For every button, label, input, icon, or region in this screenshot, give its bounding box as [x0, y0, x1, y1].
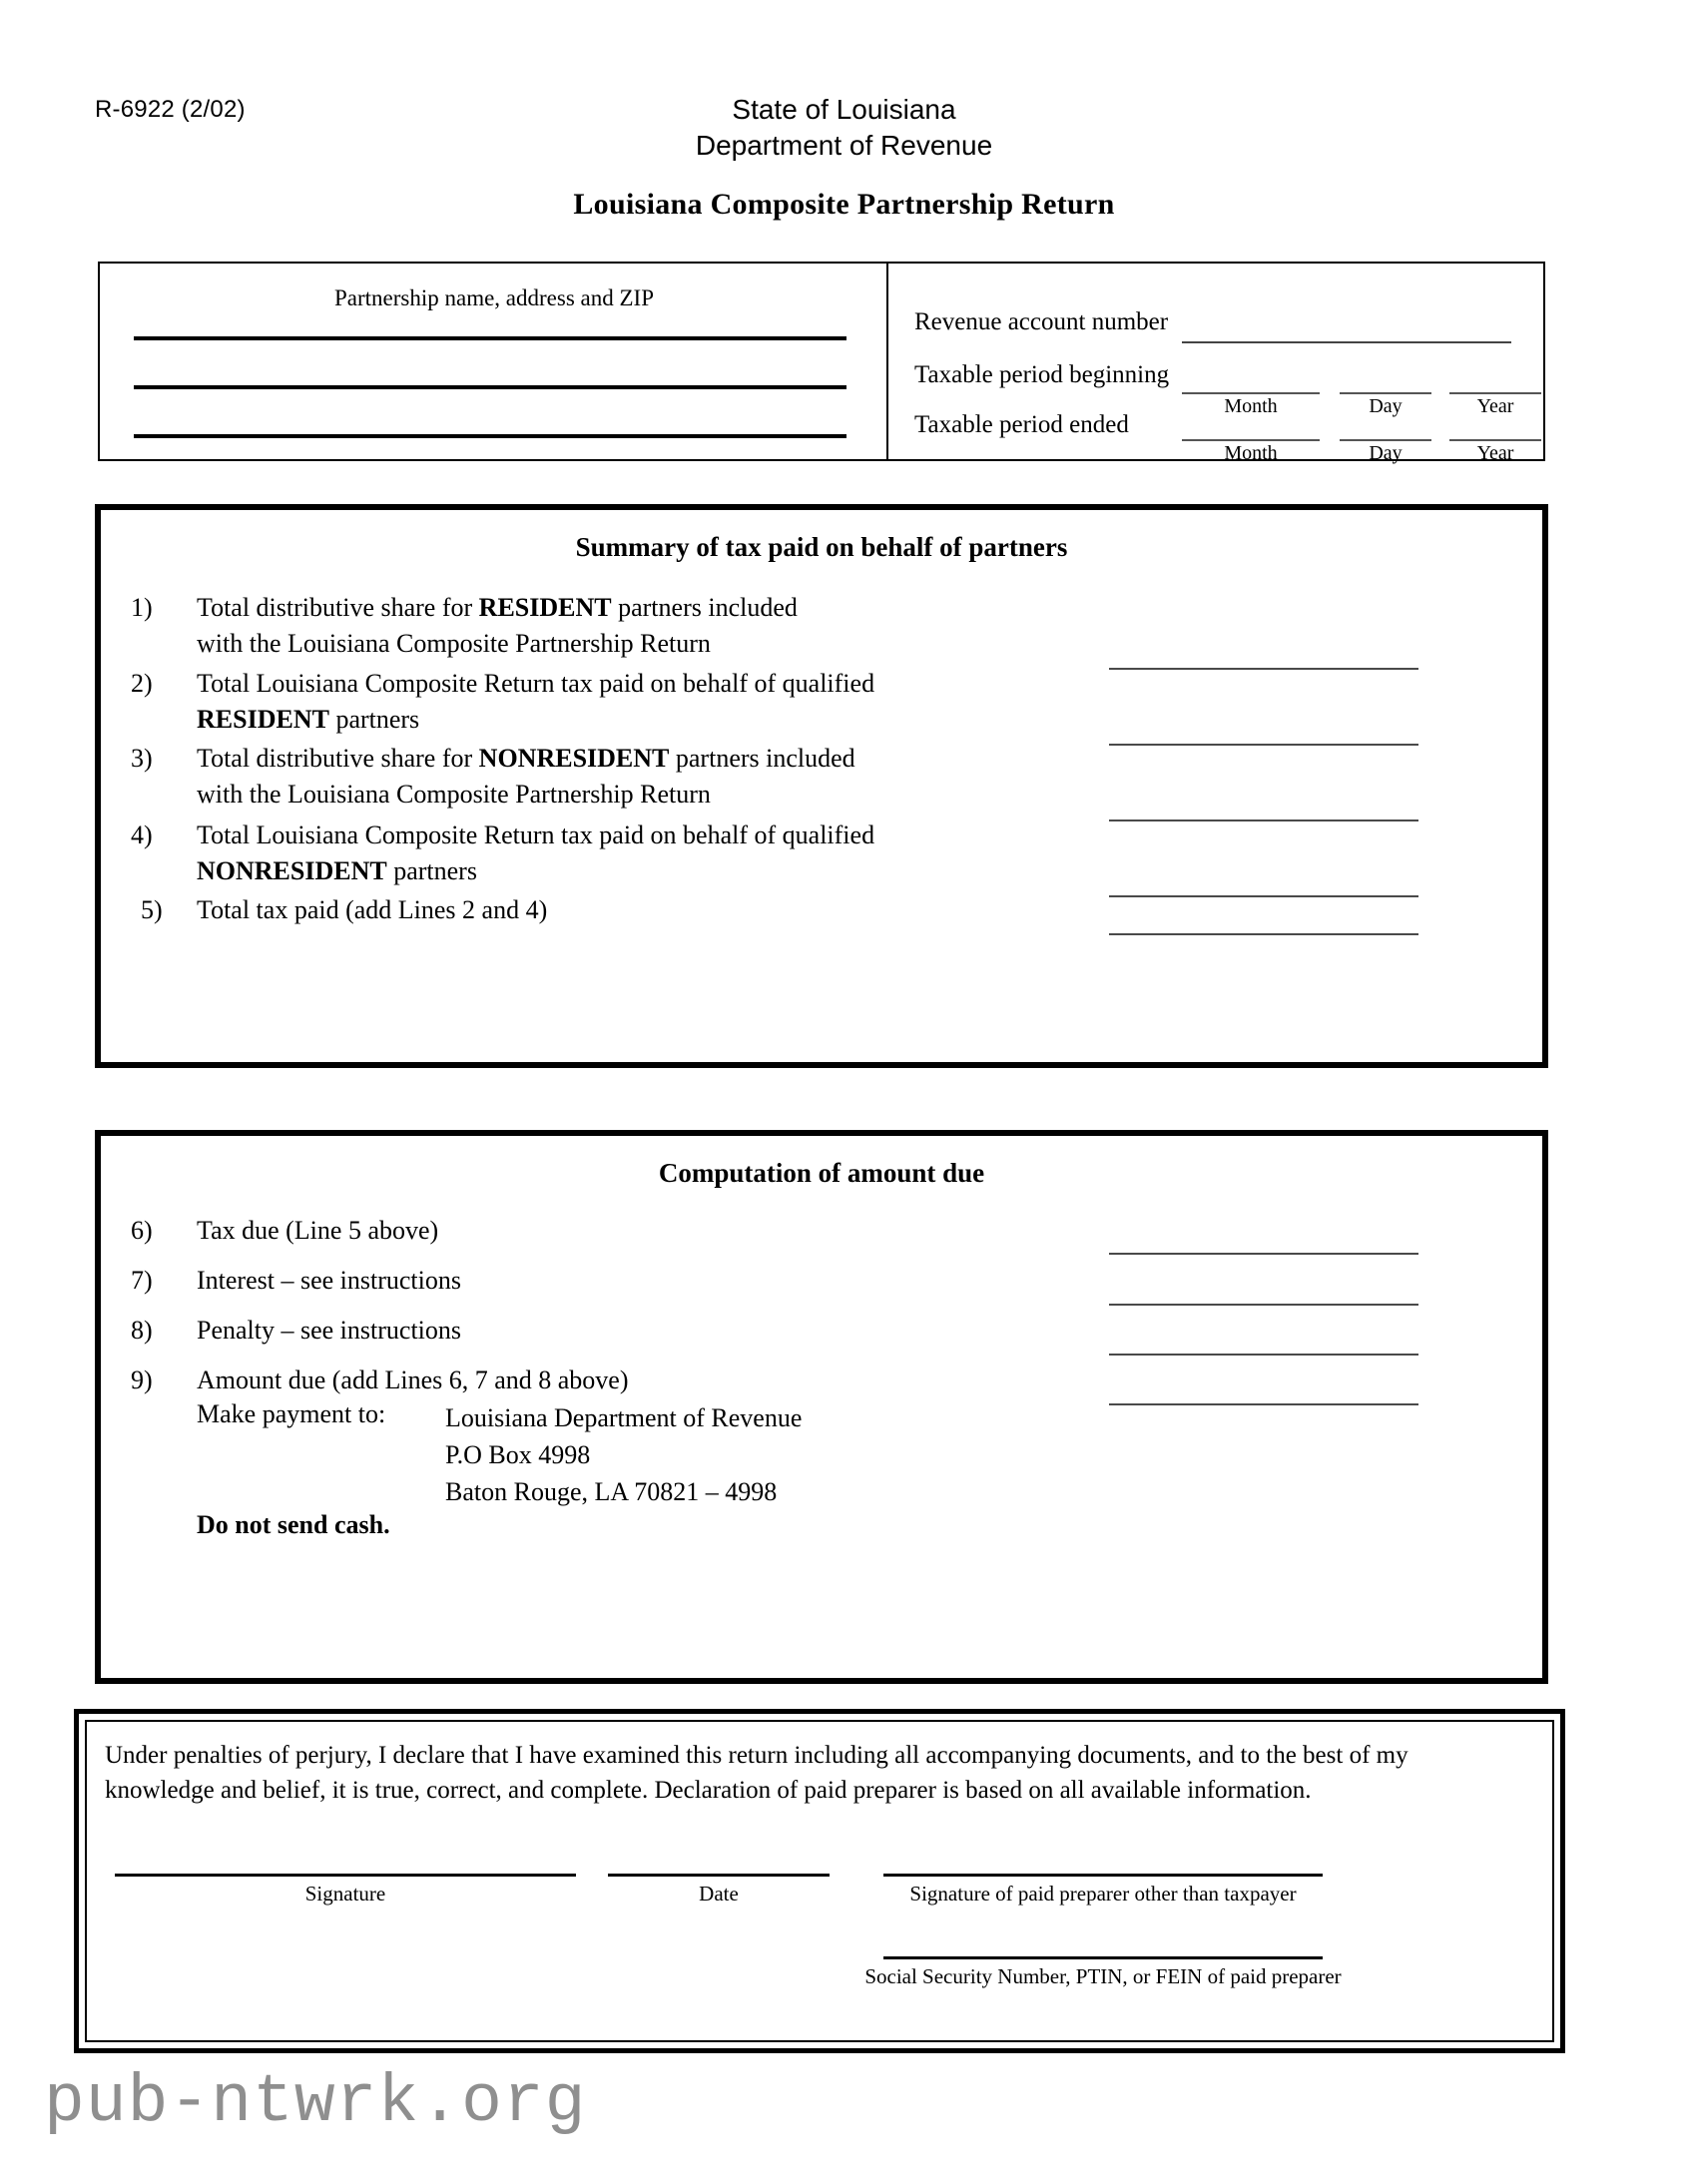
computation-line-7-text: Interest – see instructions: [197, 1266, 461, 1295]
taxpayer-signature-input[interactable]: [115, 1874, 576, 1877]
signature-date-caption: Date: [699, 1882, 739, 1906]
summary-of-tax-paid-panel: [95, 504, 1548, 1068]
computation-line-9-number: 9): [131, 1365, 153, 1394]
agency-line-2: Department of Revenue: [695, 130, 993, 161]
declaration-box: [74, 1709, 1565, 2053]
summary-line-4-text-2: [197, 853, 874, 889]
computation-line-8-text: Penalty – see instructions: [197, 1316, 462, 1345]
computation-panel-title: Computation of amount due: [658, 1158, 985, 1188]
summary-line-3-amount-input[interactable]: [1109, 819, 1418, 821]
payment-address-line-3: Baton Rouge, LA 70821 – 4998: [445, 1477, 778, 1506]
revenue-account-number-input[interactable]: [1182, 341, 1511, 343]
period-ended-year-input[interactable]: [1449, 439, 1541, 441]
computation-line-6-amount-input[interactable]: [1109, 1253, 1418, 1255]
summary-line-2-amount-input[interactable]: [1109, 744, 1418, 746]
summary-line-4-amount-input[interactable]: [1109, 895, 1418, 897]
partnership-address-line[interactable]: [134, 385, 846, 389]
summary-line-1-number: 1): [131, 593, 153, 622]
period-ended-month-caption: Month: [1224, 442, 1278, 464]
payment-address-line-2: P.O Box 4998: [445, 1440, 591, 1469]
summary-line-2-emphasis: RESIDENT: [197, 705, 329, 734]
summary-line-3-text-after: partners included: [669, 744, 855, 773]
summary-line-3-number: 3): [131, 744, 153, 773]
summary-line-4: [131, 818, 874, 889]
summary-line-2-text: Total Louisiana Composite Return tax paid on behalf of qualified: [197, 669, 875, 698]
period-ended-month-input[interactable]: [1182, 439, 1320, 441]
partnership-name-caption: Partnership name, address and ZIP: [333, 285, 654, 310]
period-beginning-day-caption: Day: [1369, 395, 1403, 417]
summary-line-4-text-after: partners: [386, 856, 477, 885]
summary-line-3-emphasis: NONRESIDENT: [478, 744, 670, 773]
identification-box: [98, 262, 1545, 464]
agency-heading: [0, 92, 1688, 164]
agency-line-1: State of Louisiana: [732, 94, 956, 125]
partnership-info-cell: [100, 264, 888, 459]
computation-line-6: [131, 1213, 438, 1249]
period-beginning-month-input[interactable]: [1182, 392, 1320, 394]
computation-line-8-amount-input[interactable]: [1109, 1354, 1418, 1356]
summary-line-5-number: 5): [141, 895, 163, 924]
taxable-period-beginning-label: Taxable period beginning: [914, 361, 1170, 388]
make-payment-to-label: Make payment to:: [197, 1399, 386, 1428]
summary-line-4-number: 4): [131, 820, 153, 849]
site-watermark: pub-ntwrk.org: [44, 2064, 587, 2141]
summary-line-1-text-before: Total distributive share for: [197, 593, 479, 622]
preparer-signature-input[interactable]: [883, 1874, 1323, 1877]
computation-line-8: [131, 1313, 461, 1349]
summary-line-1-amount-input[interactable]: [1109, 668, 1418, 670]
computation-of-amount-due-panel: [95, 1130, 1548, 1684]
summary-line-3-text-before: Total distributive share for: [197, 744, 479, 773]
payment-address-line-1: Louisiana Department of Revenue: [445, 1403, 803, 1432]
summary-panel-title: Summary of tax paid on behalf of partners: [575, 532, 1068, 562]
computation-line-6-text: Tax due (Line 5 above): [197, 1216, 439, 1245]
period-beginning-day-input[interactable]: [1340, 392, 1431, 394]
period-beginning-month-caption: Month: [1224, 395, 1278, 417]
summary-line-5-amount-input[interactable]: [1109, 933, 1418, 935]
summary-line-3-text: [197, 741, 855, 777]
summary-line-5: [141, 892, 547, 928]
period-ended-year-caption: Year: [1476, 442, 1514, 464]
period-beginning-year-caption: Year: [1476, 395, 1514, 417]
taxable-period-ended-label: Taxable period ended: [914, 411, 1129, 438]
preparer-id-input[interactable]: [883, 1956, 1323, 1959]
partnership-city-zip-line[interactable]: [134, 434, 846, 438]
page-title: Louisiana Composite Partnership Return: [573, 188, 1115, 221]
signature-date-input[interactable]: [608, 1874, 830, 1877]
computation-line-9-text: Amount due (add Lines 6, 7 and 8 above): [197, 1365, 629, 1394]
taxpayer-signature-caption: Signature: [304, 1882, 386, 1906]
period-beginning-year-input[interactable]: [1449, 392, 1541, 394]
account-period-cell: [888, 264, 1543, 464]
form-number: R-6922 (2/02): [95, 96, 246, 123]
summary-line-1: [131, 590, 798, 662]
summary-line-1-text: [197, 590, 798, 626]
preparer-id-caption: Social Security Number, PTIN, or FEIN of paid preparer: [864, 1964, 1342, 1988]
summary-line-2-number: 2): [131, 669, 153, 698]
summary-line-1-text-after: partners included: [611, 593, 798, 622]
partnership-name-line[interactable]: [134, 336, 846, 340]
summary-line-2-text-after: partners: [328, 705, 420, 734]
computation-line-6-number: 6): [131, 1216, 153, 1245]
computation-line-9-amount-input[interactable]: [1109, 1403, 1418, 1405]
declaration-text: Under penalties of perjury, I declare that I have examined this return including all accompanying documents, and to the best of my knowledge and belief, it is true, correct, and complete. Declaration of paid preparer is based on all available information.: [105, 1742, 1408, 1804]
revenue-account-number-label: Revenue account number: [914, 308, 1169, 335]
payment-address: [445, 1399, 802, 1510]
period-ended-day-caption: Day: [1369, 442, 1403, 464]
computation-line-7-amount-input[interactable]: [1109, 1304, 1418, 1306]
summary-line-4-text: Total Louisiana Composite Return tax paid on behalf of qualified: [197, 820, 875, 849]
summary-line-5-text: Total tax paid (add Lines 2 and 4): [197, 895, 548, 924]
summary-line-2-text-2: [197, 702, 874, 738]
computation-line-7: [131, 1263, 461, 1299]
summary-line-1-emphasis: RESIDENT: [478, 593, 612, 622]
summary-line-3-text-2: with the Louisiana Composite Partnership Return: [197, 780, 711, 809]
computation-line-9: [131, 1363, 629, 1398]
summary-line-3: [131, 741, 855, 813]
preparer-signature-caption: Signature of paid preparer other than taxpayer: [909, 1882, 1297, 1906]
summary-line-2: [131, 666, 874, 738]
summary-line-4-emphasis: NONRESIDENT: [197, 856, 387, 885]
computation-line-7-number: 7): [131, 1266, 153, 1295]
period-ended-day-input[interactable]: [1340, 439, 1431, 441]
do-not-send-cash-notice: Do not send cash.: [197, 1510, 390, 1539]
summary-line-1-text-2: with the Louisiana Composite Partnership Return: [197, 629, 711, 658]
computation-line-8-number: 8): [131, 1316, 153, 1345]
